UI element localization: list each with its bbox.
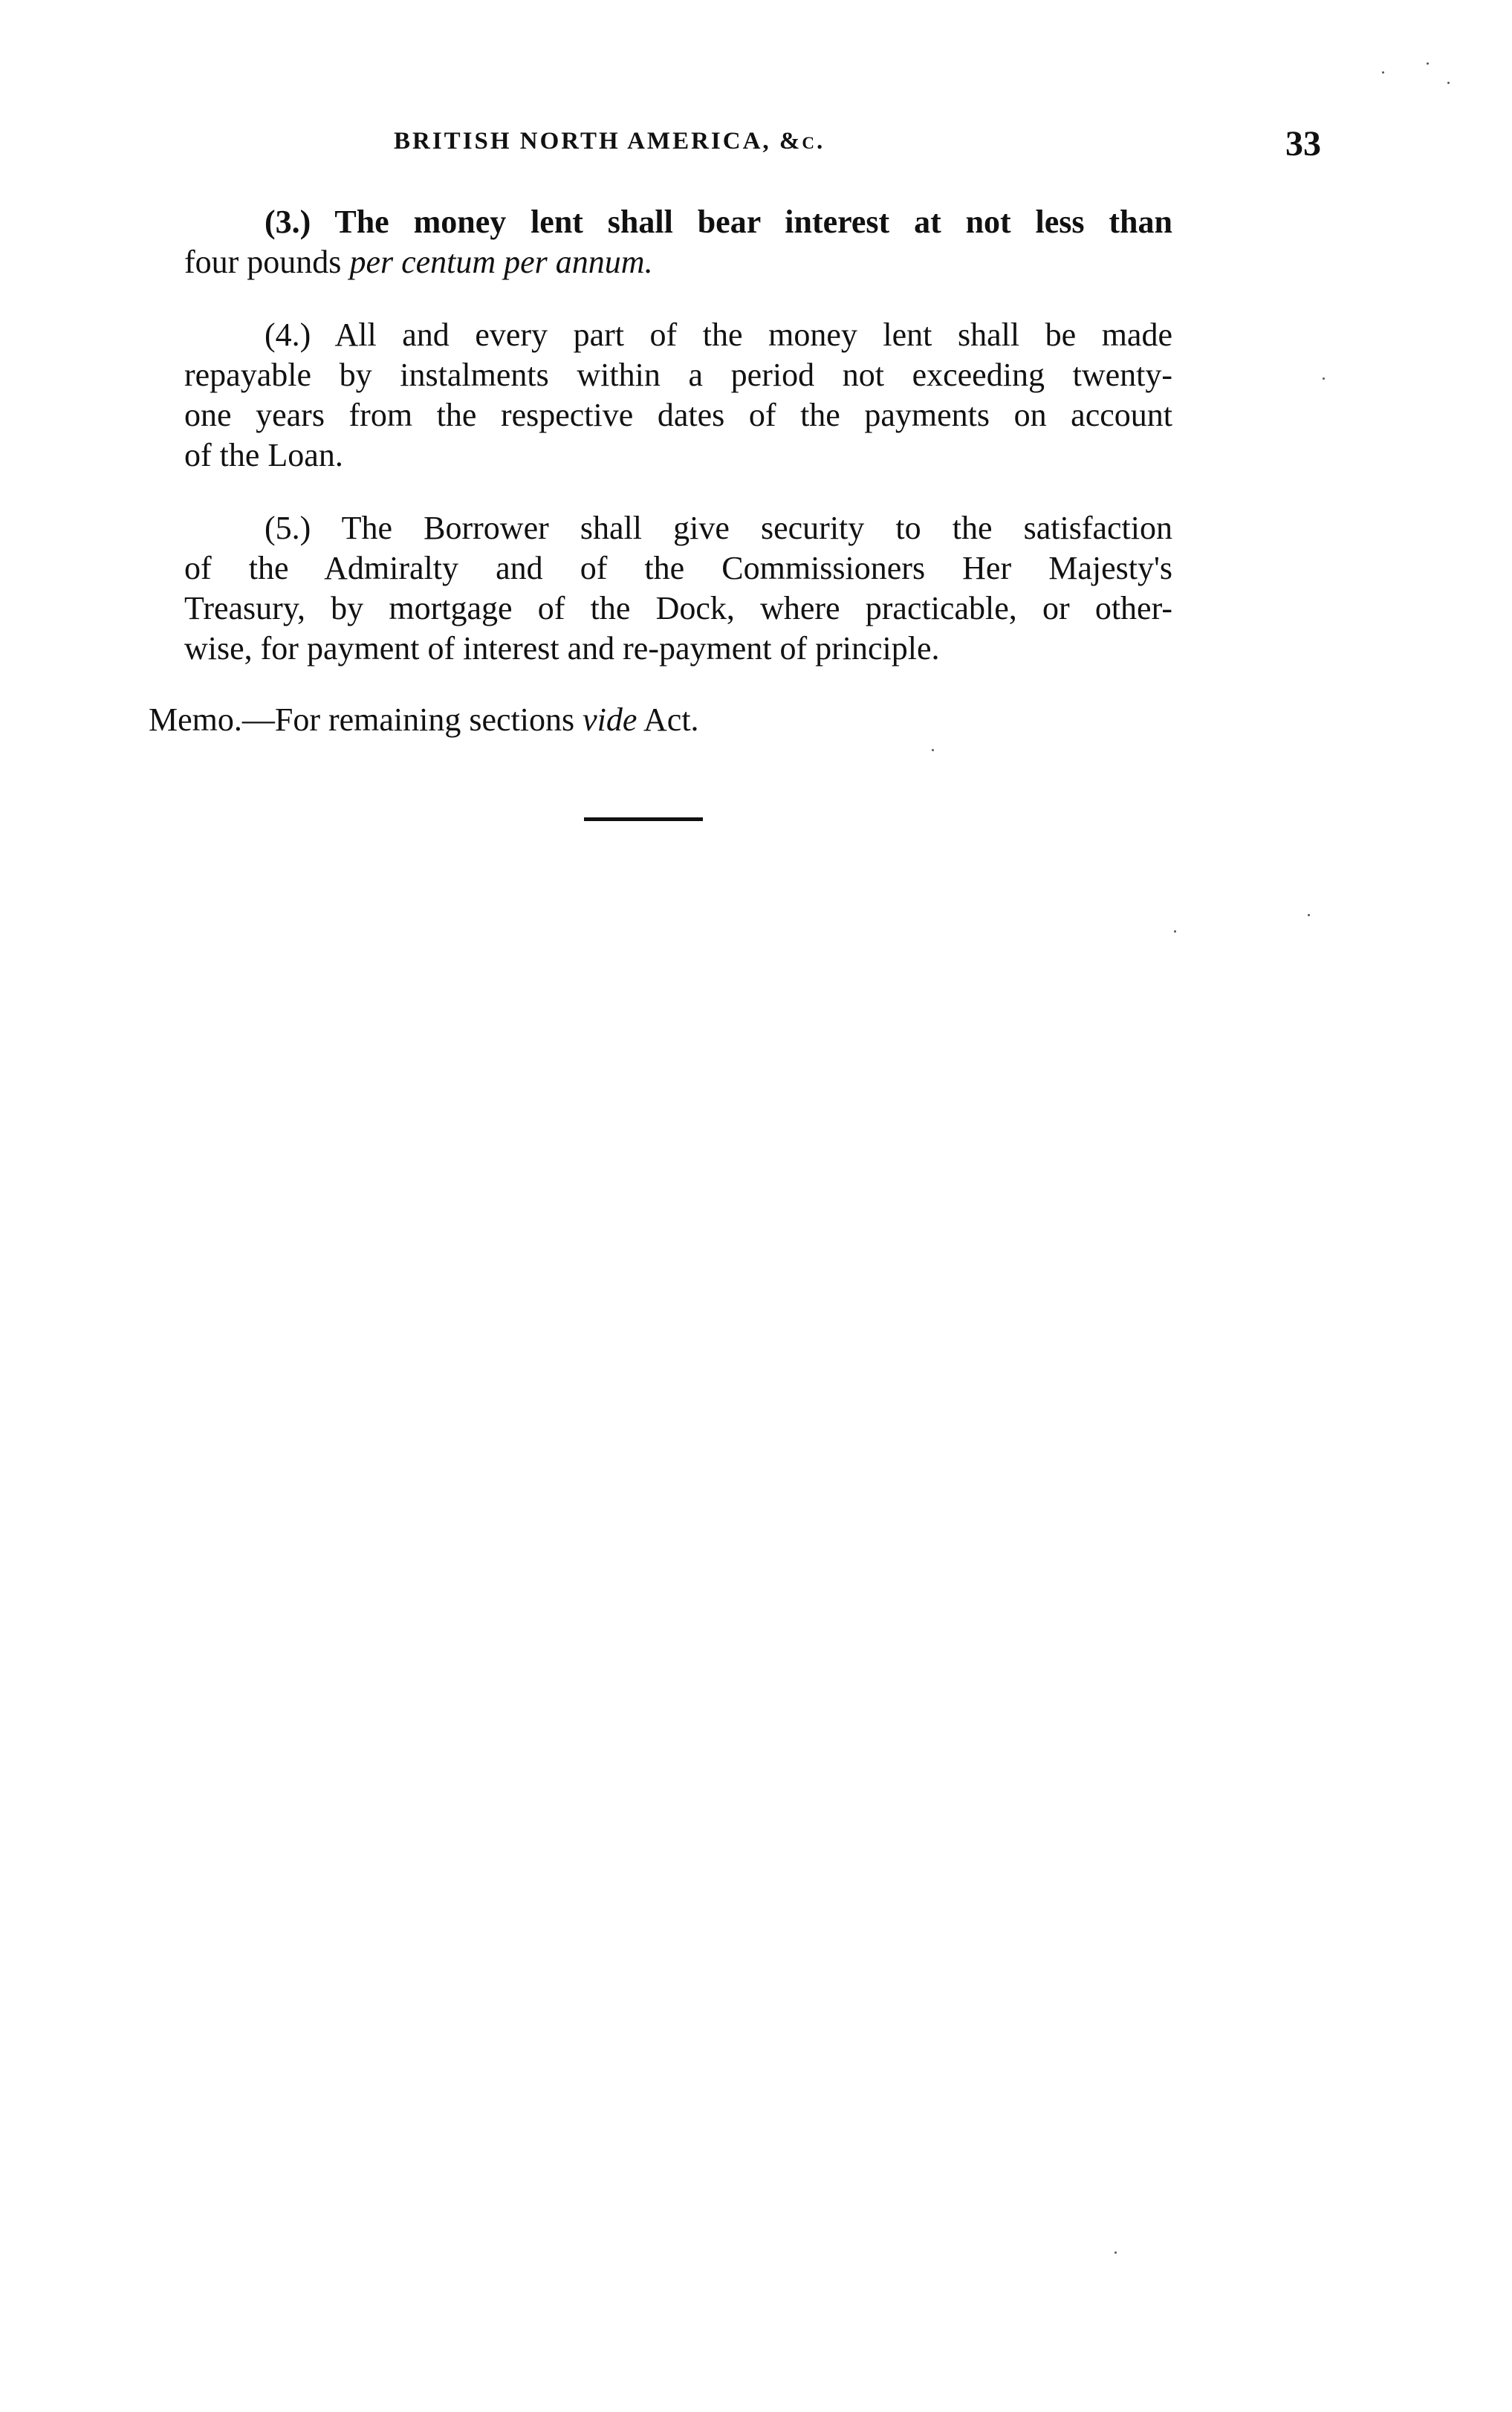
memo-prefix: Memo.—For remaining sections (149, 701, 583, 738)
section-4-line-2: repayable by instalments within a period not exceeding twenty- (184, 357, 1172, 393)
section-3-line-2-text: four pounds (184, 244, 350, 280)
scan-speck (1427, 62, 1429, 65)
section-5-line-4: wise, for payment of interest and re-payment of principle. (184, 630, 940, 667)
running-head: BRITISH NORTH AMERICA, &c. (394, 128, 825, 155)
section-3-paragraph (184, 202, 1172, 282)
scan-speck (1447, 82, 1450, 84)
page-number: 33 (1285, 124, 1321, 163)
scan-speck (932, 749, 934, 751)
memo-suffix: Act. (637, 701, 699, 738)
section-4-line-4: of the Loan. (184, 437, 343, 473)
section-3-line-1: (3.) The money lent shall bear interest at not less than (265, 204, 1172, 240)
section-4-line-3: one years from the respective dates of the payments on account (184, 397, 1172, 433)
section-5-line-2: of the Admiralty and of the Commissioners Her Majesty's (184, 550, 1172, 586)
section-3-line-2 (184, 242, 1172, 282)
scan-speck (1308, 914, 1310, 916)
scan-speck (1382, 71, 1384, 74)
section-5-paragraph (184, 508, 1172, 669)
section-4-line-1: (4.) All and every part of the money lent shall be made (265, 317, 1172, 353)
memo-note (149, 700, 699, 740)
scan-speck (1174, 930, 1176, 933)
memo-italic: vide (583, 701, 637, 738)
section-5-line-3: Treasury, by mortgage of the Dock, where practicable, or other- (184, 590, 1172, 626)
closing-rule (584, 817, 703, 821)
section-4-paragraph (184, 315, 1172, 476)
scan-speck (1323, 377, 1325, 380)
section-3-line-2-italic: per centum per annum. (349, 244, 653, 280)
section-5-line-1: (5.) The Borrower shall give security to the satisfaction (265, 510, 1172, 546)
scan-speck (1114, 2251, 1117, 2254)
